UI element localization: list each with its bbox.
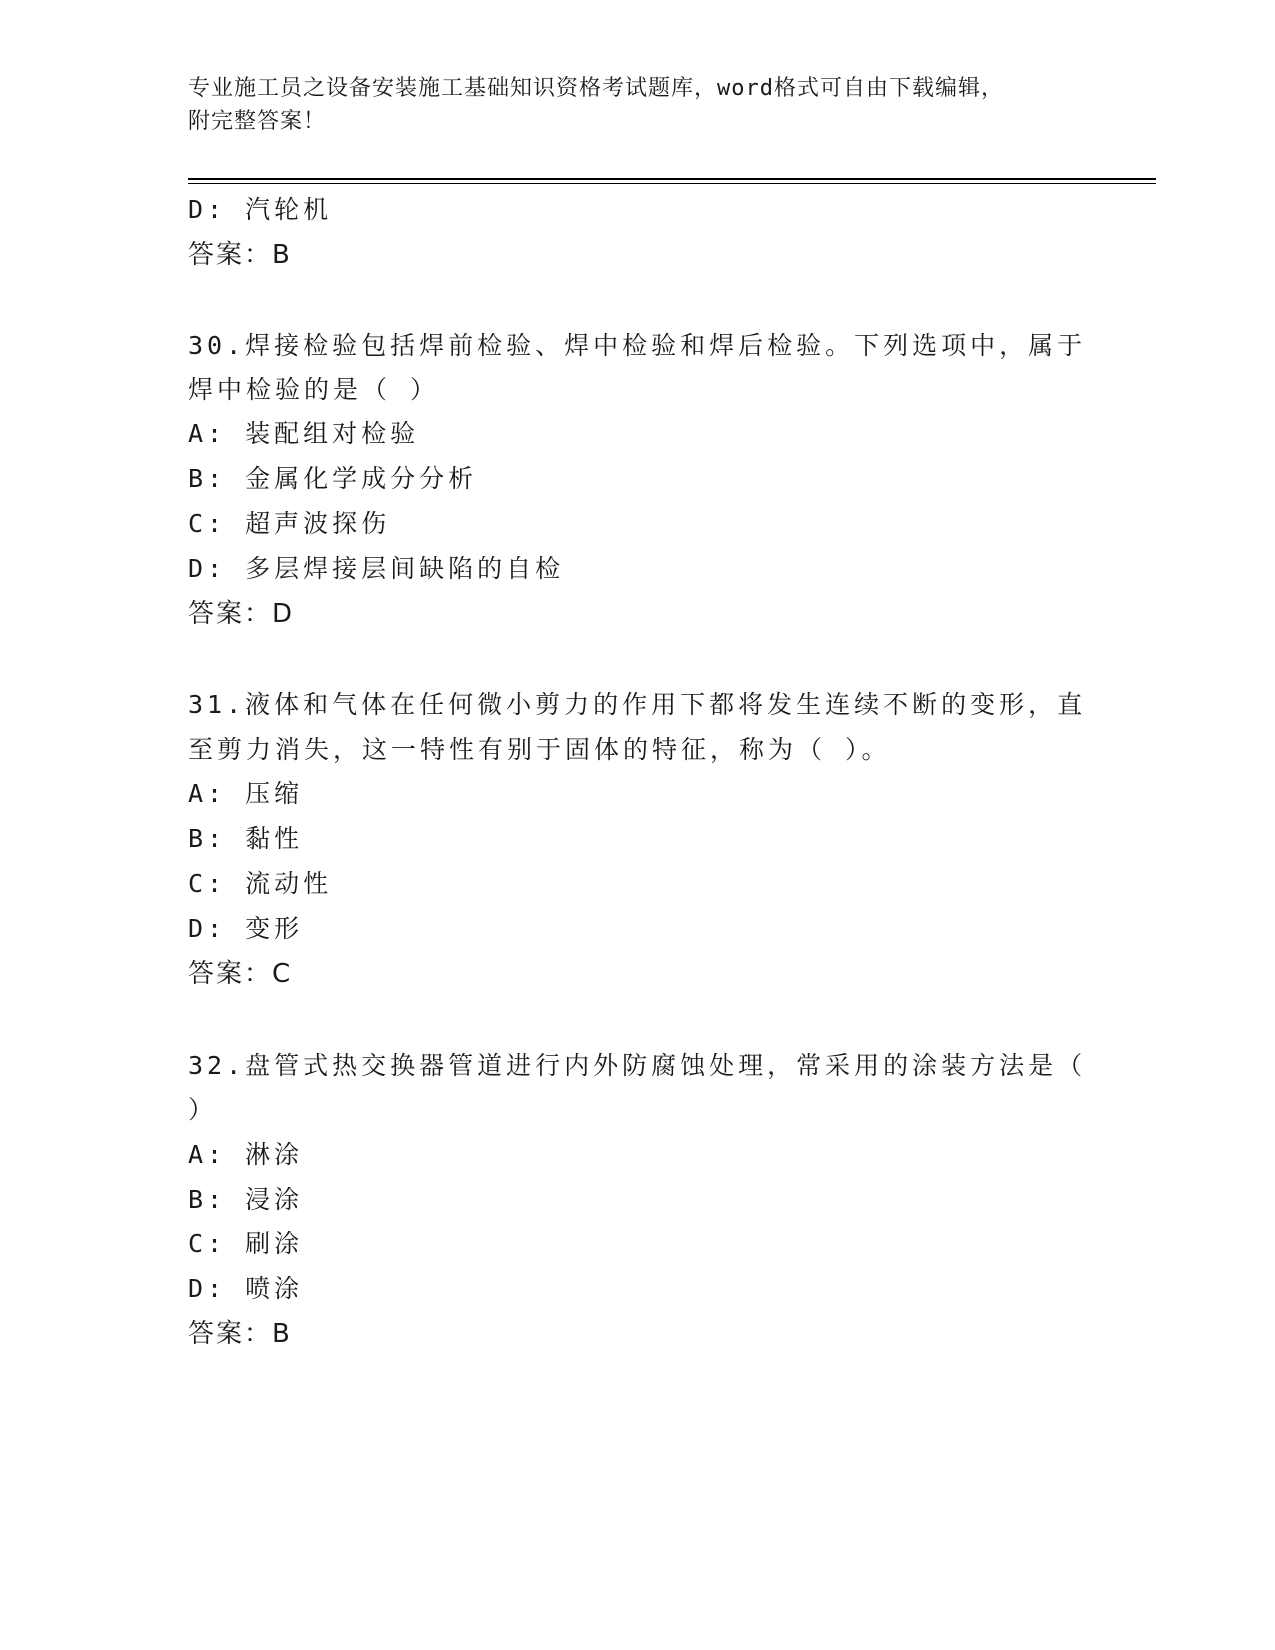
q32-stem-line-1: 32.盘管式热交换器管道进行内外防腐蚀处理，常采用的涂装方法是（ xyxy=(188,1051,1087,1080)
header-line-1: 专业施工员之设备安装施工基础知识资格考试题库，word格式可自由下载编辑， xyxy=(188,76,1004,101)
q31-option-b: B: 黏性 xyxy=(188,824,304,853)
header-rule-thin xyxy=(188,183,1156,184)
q32-option-d: D: 喷涂 xyxy=(188,1274,304,1303)
q32-option-c: C: 刷涂 xyxy=(188,1229,304,1258)
q31-answer: 答案：C xyxy=(188,959,293,989)
q30-stem-line-1: 30.焊接检验包括焊前检验、焊中检验和焊后检验。下列选项中，属于 xyxy=(188,331,1087,360)
header-line-2: 附完整答案！ xyxy=(188,109,327,134)
q31-stem-line-2: 至剪力消失，这一特性有别于固体的特征，称为（ ）。 xyxy=(188,735,891,764)
q30-option-c: C: 超声波探伤 xyxy=(188,509,391,538)
q30-option-a: A: 装配组对检验 xyxy=(188,419,420,448)
prev-question-option-d: D: 汽轮机 xyxy=(188,195,333,224)
q32-option-a: A: 淋涂 xyxy=(188,1140,304,1169)
prev-question-answer: 答案：B xyxy=(188,240,292,270)
q31-stem-line-1: 31.液体和气体在任何微小剪力的作用下都将发生连续不断的变形，直 xyxy=(188,690,1087,719)
q30-answer: 答案：D xyxy=(188,599,295,629)
q31-option-d: D: 变形 xyxy=(188,914,304,943)
page-header xyxy=(188,72,1088,138)
q30-option-b: B: 金属化学成分分析 xyxy=(188,464,478,493)
q32-stem-line-2: ） xyxy=(188,1095,218,1124)
q32-option-b: B: 浸涂 xyxy=(188,1185,304,1214)
q31-option-c: C: 流动性 xyxy=(188,869,333,898)
q30-stem-line-2: 焊中检验的是（ ） xyxy=(188,375,440,404)
q32-answer: 答案：B xyxy=(188,1319,292,1349)
header-rule-thick xyxy=(188,178,1156,180)
q31-option-a: A: 压缩 xyxy=(188,779,304,808)
q30-option-d: D: 多层焊接层间缺陷的自检 xyxy=(188,554,565,583)
